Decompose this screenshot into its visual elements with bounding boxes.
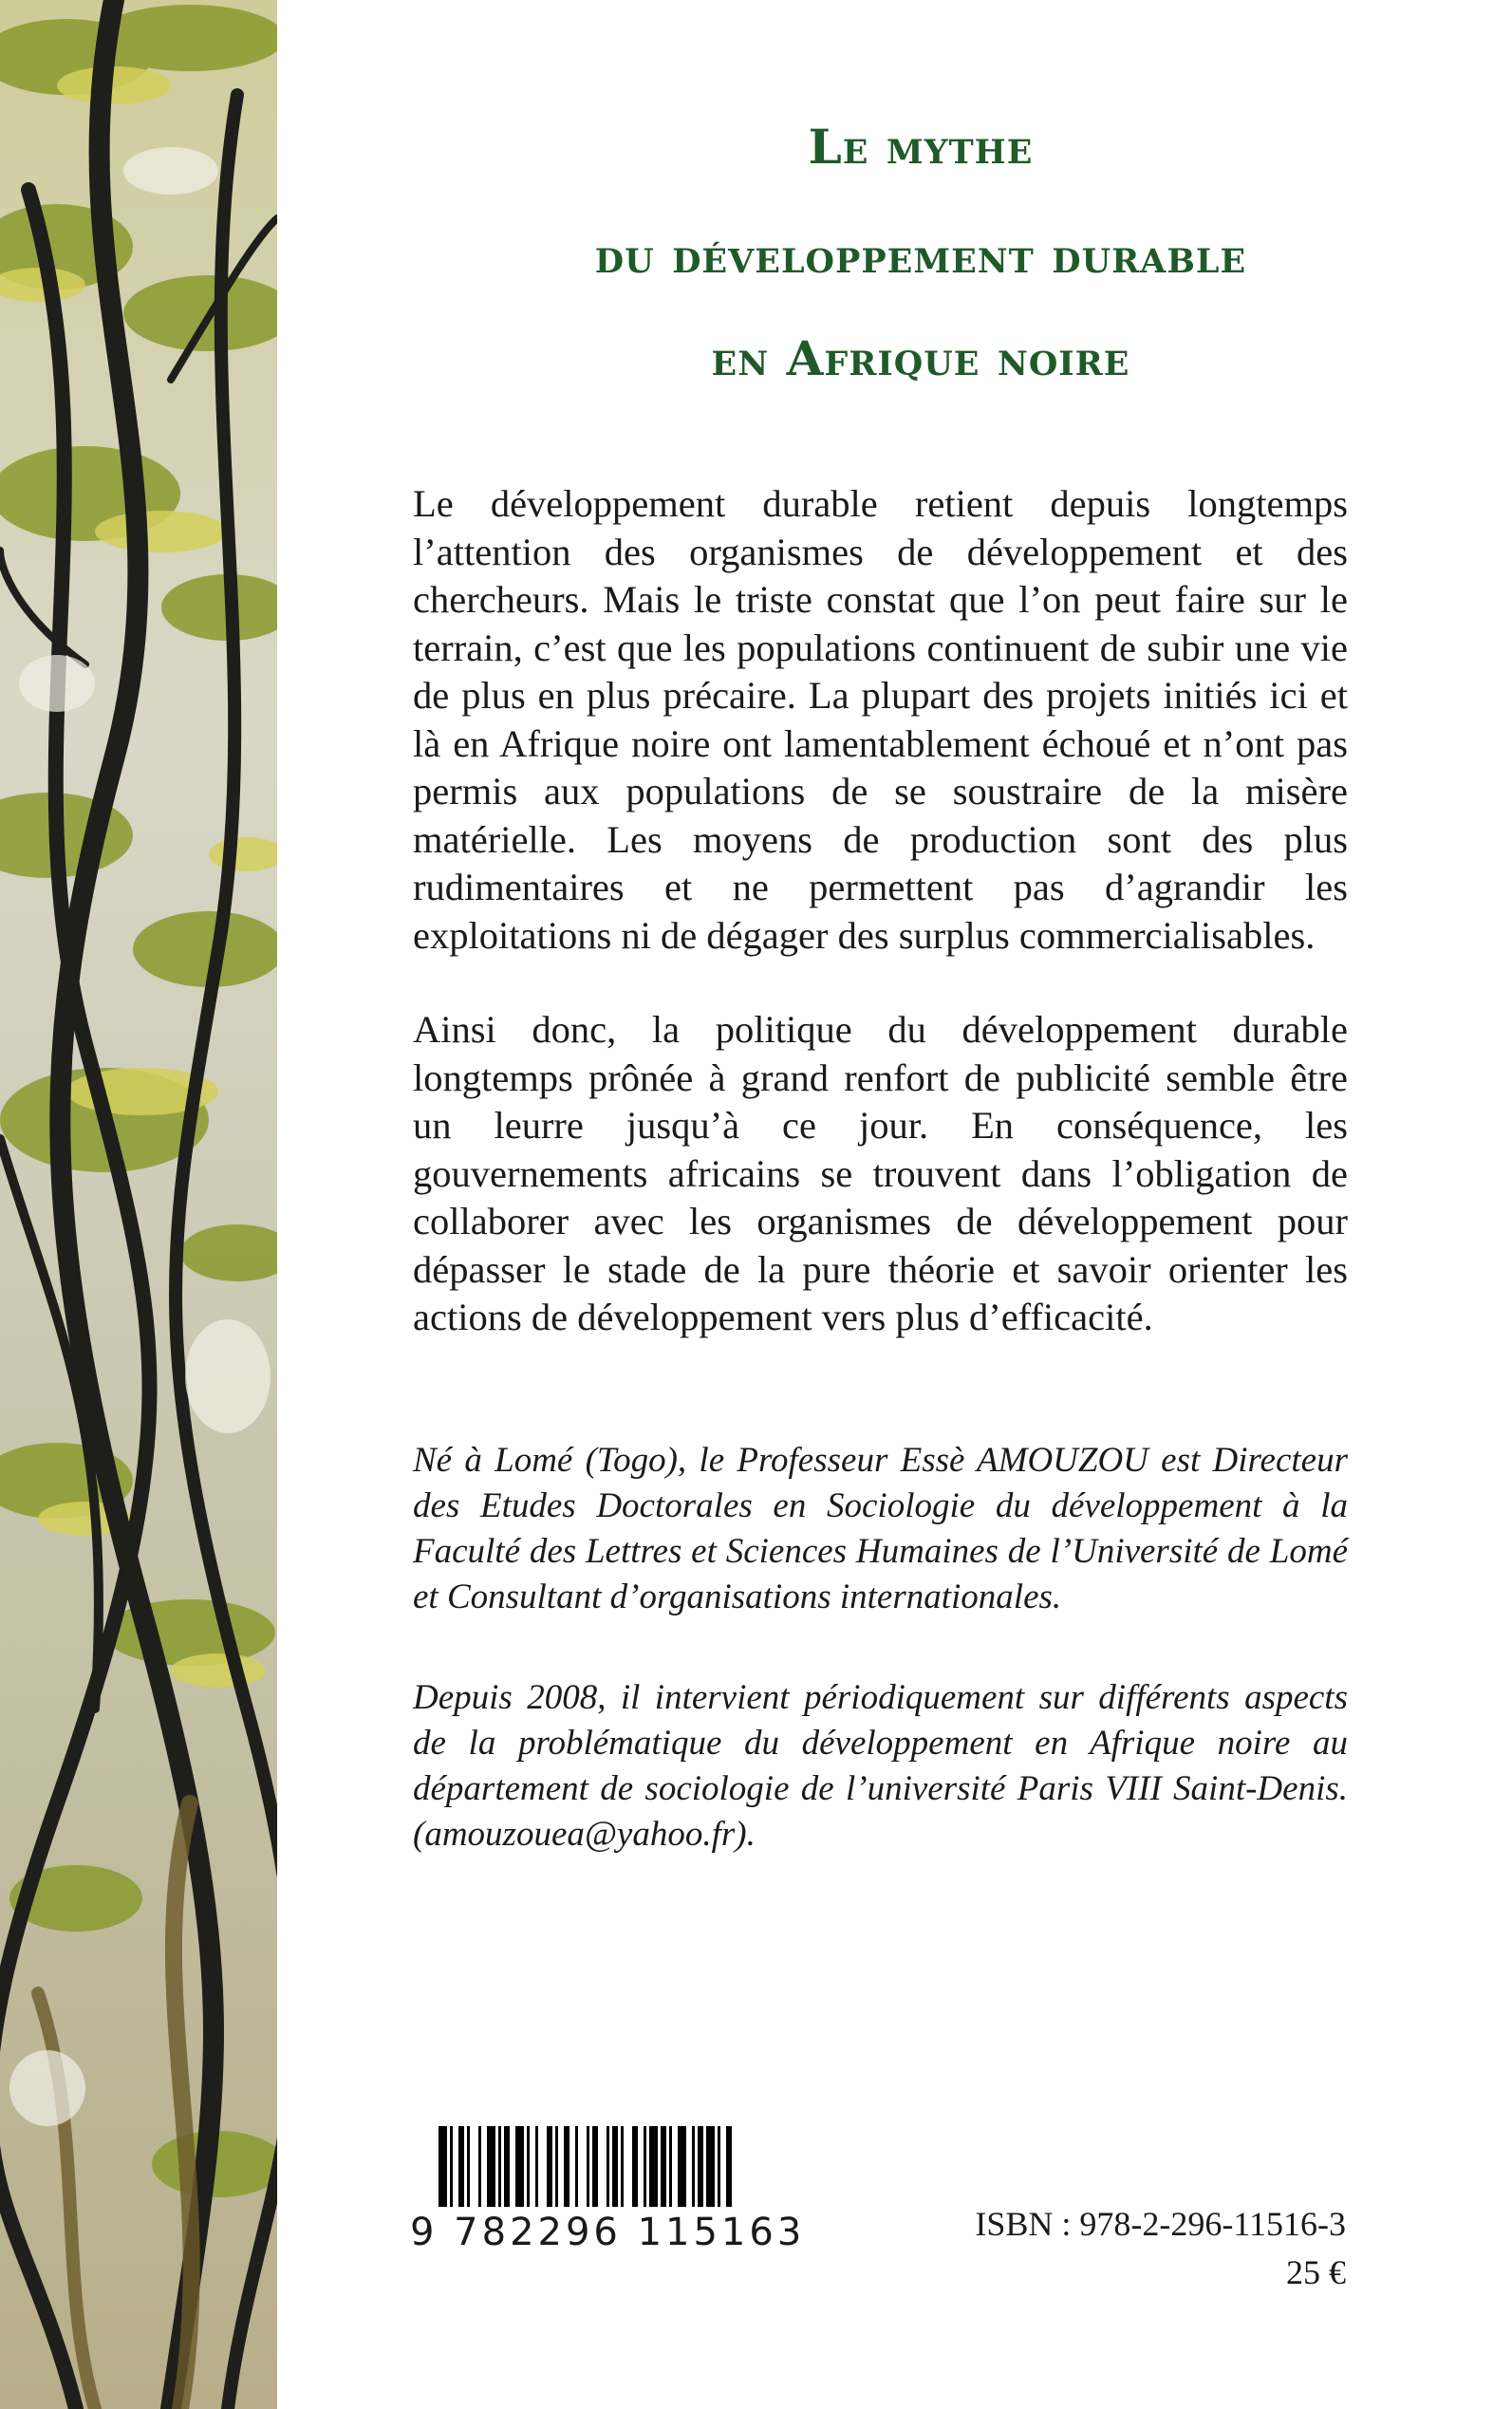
barcode-digits: 9 782296 115163 bbox=[410, 2207, 856, 2254]
isbn: ISBN : 978-2-296-11516-3 bbox=[975, 2205, 1346, 2243]
price: 25 € bbox=[1286, 2253, 1346, 2291]
author-bio-paragraph-2: Depuis 2008, il intervient périodiquement sur différents aspects de la problématique du développement en Afrique noire au département de sociologie de l’université Paris VIII Saint-Denis. (amouzouea@yahoo.fr). bbox=[413, 1678, 1348, 1854]
title-line-1: Le mythe bbox=[808, 119, 1034, 175]
title-line-2: du développement durable bbox=[594, 228, 1247, 284]
blurb-paragraph-1: Le développement durable retient depuis longtemps l’attention des organismes de développement et des chercheurs. Mais le triste constat que l’on peut faire sur le terrain, c’est que les populations continuent de subir une vie de plus en plus précaire. La plupart des projets initiés ici et là en Afrique noire ont lamentablement échoué et n’ont pas permis aux populations de se soustraire de la misère matérielle. Les moyens de production sont des plus rudimentaires et ne permettent pas d’agrandir les exploitations ni de dégager des surplus commercialisables. bbox=[413, 482, 1348, 957]
blurb-paragraph-2: Ainsi donc, la politique du développement durable longtemps prônée à grand renfort de publicité semble être un leurre jusqu’à ce jour. En conséquence, les gouvernements africains se trouvent dans l’obligation de collaborer avec les organismes de développement pour dépasser le stade de la pure théorie et savoir orienter les actions de développement vers plus d’efficacité. bbox=[413, 1008, 1348, 1338]
tree-painting-icon bbox=[0, 0, 277, 2409]
title-line-3: en Afrique noire bbox=[711, 330, 1130, 386]
author-bio-paragraph-1: Né à Lomé (Togo), le Professeur Essè AMOUZOU est Directeur des Etudes Doctorales en Sociologie du développement à la Faculté des Lettres et Sciences Humaines de l’Université de Lomé et Consultant d’organisations internationales. bbox=[413, 1441, 1348, 1616]
